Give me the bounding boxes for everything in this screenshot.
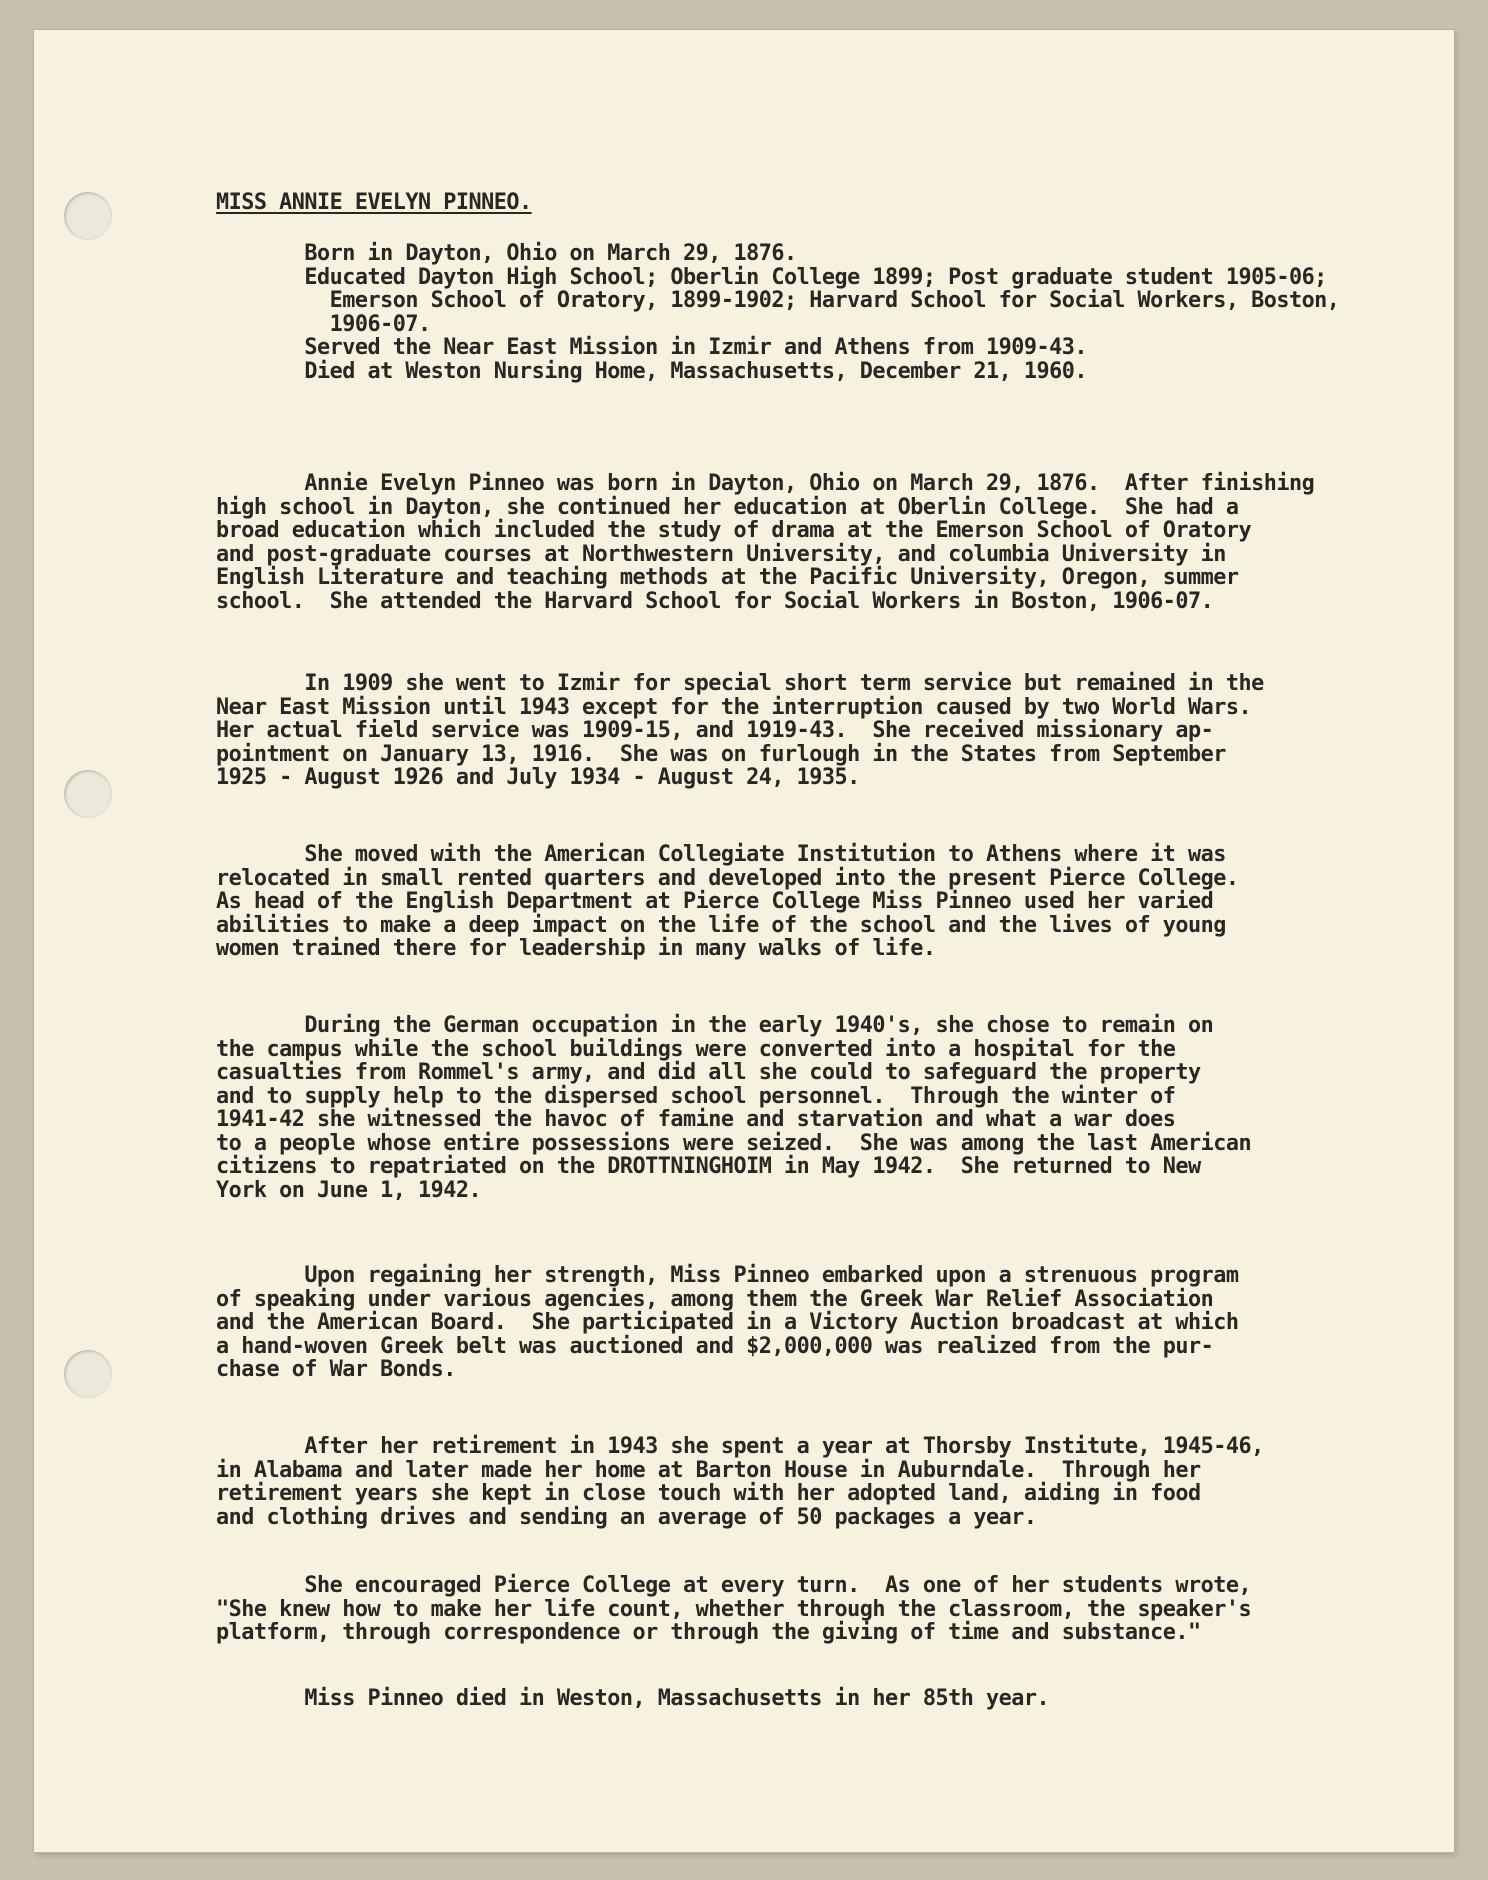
text-line: In 1909 she went to Izmir for special short term service but remained in the (216, 671, 1264, 696)
text-line: chase of War Bonds. (216, 1357, 456, 1382)
summary-line-served: Served the Near East Mission in Izmir and Athens from 1909-43. (216, 335, 1087, 360)
text-line: As head of the English Department at Pierce College Miss Pinneo used her varied (216, 889, 1214, 914)
text-line: platform, through correspondence or through the giving of time and substance." (216, 1620, 1201, 1645)
text-line: and the American Board. She participated in a Victory Auction broadcast at which (216, 1310, 1239, 1335)
paragraph-student-quote (216, 1574, 1251, 1645)
text-line: She encouraged Pierce College at every turn. As one of her students wrote, (216, 1573, 1252, 1598)
text-line: casualties from Rommel's army, and did all she could to safeguard the property (216, 1060, 1201, 1085)
text-line: relocated in small rented quarters and developed into the present Pierce College. (216, 865, 1239, 891)
text-line: During the German occupation in the early 1940's, she chose to remain on (216, 1013, 1214, 1038)
text-line: Near East Mission until 1943 except for the interruption caused by two World Wars. (216, 694, 1252, 720)
text-line: to a people whose entire possessions were seized. She was among the last American (216, 1130, 1252, 1156)
text-line: English Literature and teaching methods at the Pacific University, Oregon, summer (216, 565, 1239, 590)
text-line: After her retirement in 1943 she spent a year at Thorsby Institute, 1945-46, (216, 1434, 1264, 1459)
text-line: Annie Evelyn Pinneo was born in Dayton, Ohio on March 29, 1876. After finishing (216, 471, 1315, 496)
text-line: of speaking under various agencies, among them the Greek War Relief Association (216, 1286, 1214, 1312)
text-line: the campus while the school buildings were converted into a hospital for the (216, 1036, 1176, 1062)
summary-line-died: Died at Weston Nursing Home, Massachusetts, December 21, 1960. (216, 358, 1087, 384)
summary-line-born: Born in Dayton, Ohio on March 29, 1876. (216, 241, 797, 266)
text-line: women trained there for leadership in many walks of life. (216, 936, 936, 961)
text-line: abilities to make a deep impact on the life of the school and the lives of young (216, 912, 1226, 938)
paragraph-death (216, 1687, 1049, 1711)
text-line: "She knew how to make her life count, whether through the classroom, the speaker's (216, 1596, 1252, 1622)
paragraph-retirement (216, 1435, 1264, 1529)
text-line: pointment on January 13, 1916. She was on furlough in the States from September (216, 741, 1226, 767)
paragraph-speaking-program (216, 1264, 1238, 1382)
summary-line-educated-cont: 1906-07. (216, 311, 431, 337)
typewritten-sheet (34, 30, 1454, 1852)
document-body (34, 30, 1454, 1852)
biographical-summary (216, 242, 1339, 383)
text-line: high school in Dayton, she continued her education at Oberlin College. She had a (216, 494, 1239, 520)
text-line: York on June 1, 1942. (216, 1177, 482, 1203)
text-line: and clothing drives and sending an average of 50 packages a year. (216, 1504, 1037, 1530)
paragraph-german-occupation (216, 1014, 1251, 1202)
text-line: in Alabama and later made her home at Barton House in Auburndale. Through her (216, 1457, 1201, 1483)
text-line: school. She attended the Harvard School for Social Workers in Boston, 1906-07. (216, 588, 1214, 614)
text-line: broad education which included the study of drama at the Emerson School of Oratory (216, 518, 1252, 543)
text-line: and to supply help to the dispersed school personnel. Through the winter of (216, 1083, 1176, 1109)
summary-line-educated: Educated Dayton High School; Oberlin College 1899; Post graduate student 1905-06; (216, 264, 1327, 290)
text-line: Her actual field service was 1909-15, and 1919-43. She received missionary ap- (216, 718, 1214, 743)
text-line: Upon regaining her strength, Miss Pinneo embarked upon a strenuous program (216, 1263, 1239, 1288)
text-line: 1925 - August 1926 and July 1934 - August 24, 1935. (216, 765, 860, 790)
document-title: MISS ANNIE EVELYN PINNEO. (216, 190, 532, 215)
paragraph-education (216, 472, 1314, 613)
text-line: and post-graduate courses at Northwestern University, and columbia University in (216, 541, 1226, 567)
text-line: Miss Pinneo died in Weston, Massachusetts in her 85th year. (216, 1686, 1050, 1711)
summary-line-educated-cont: Emerson School of Oratory, 1899-1902; Harvard School for Social Workers, Boston, (216, 288, 1340, 313)
text-line: retirement years she kept in close touch with her adopted land, aiding in food (216, 1481, 1201, 1506)
text-line: citizens to repatriated on the DROTTNINGHOIM in May 1942. She returned to New (216, 1154, 1201, 1179)
paragraph-pierce-college (216, 843, 1238, 961)
text-line: a hand-woven Greek belt was auctioned and $2,000,000 was realized from the pur- (216, 1333, 1214, 1359)
text-line: 1941-42 she witnessed the havoc of famine and starvation and what a war does (216, 1107, 1176, 1132)
text-line: She moved with the American Collegiate Institution to Athens where it was (216, 842, 1226, 867)
paragraph-near-east-mission (216, 672, 1264, 790)
